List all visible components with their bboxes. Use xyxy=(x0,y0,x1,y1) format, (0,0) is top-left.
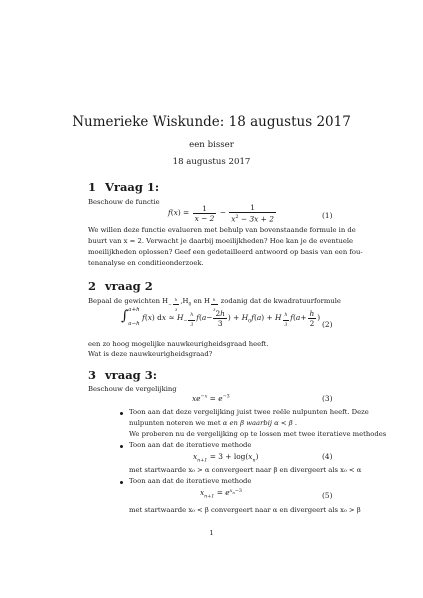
equation-3: $xe^{-x} = e^{-3}$ xyxy=(192,394,230,403)
section-1-line-1: We willen deze functie evalueren met behulp van bovenstaande formule in de xyxy=(88,226,356,234)
section-2-line-1: een zo hoog mogelijke nauwkeurigheidsgraad heeft. xyxy=(88,340,269,348)
paper-author: een bisser xyxy=(189,140,234,150)
page-number: 1 xyxy=(209,529,214,537)
section-2-intro: Bepaal de gewichten $H_{- \frac{h}{3}}$ $,H_0$ en H $_{\frac{h}{3}}$ zodanig dat de kwadratuurformule xyxy=(88,297,341,312)
bullet-3-tail: met startwaarde x₀ < β convergeert naar α en divergeert als x₀ > β xyxy=(129,506,361,514)
section-number: 3 xyxy=(88,368,97,382)
section-title: Vraag 1: xyxy=(105,180,160,194)
bullet-1-text: nulpunten noteren we met xyxy=(129,419,221,427)
equation-2: ∫ a+h a−h f(x) dx ≈ $H_{- \frac{h}{3}}$ f(a− $\frac{2h}{3}$ ) + $H_0f(a) + H$ $_{\frac{h}{3}}$ f(a+ $\frac{h}{2}$ ) xyxy=(121,307,321,329)
section-title: vraag 3: xyxy=(105,368,157,382)
section-number: 1 xyxy=(88,180,97,194)
bullet-1-line-3: We proberen nu de vergelijking op te lossen met twee iteratieve methodes xyxy=(129,430,387,438)
section-1-line-2: buurt van x = 2. Verwacht je daarbij moeilijkheden? Hoe kan je de eventuele xyxy=(88,237,354,245)
intro-part: zodanig dat de kwadratuurformule xyxy=(218,297,341,306)
section-2-line-2: Wat is deze nauwkeurigheidsgraad? xyxy=(88,350,213,358)
bullet-2-lead: Toon aan dat de iteratieve methode xyxy=(129,441,252,449)
section-1-line-3: moeilijkheden oplossen? Geef een gedetailleerd antwoord op basis van een fou- xyxy=(88,248,363,256)
section-3-heading xyxy=(88,368,157,382)
equation-5: $x_{n+1} = e^{x_n-3}$ xyxy=(200,488,242,500)
section-1-line-4: tenanalyse en conditieonderzoek. xyxy=(88,259,204,267)
bullet-marker xyxy=(120,481,123,484)
section-3-intro: Beschouw de vergelijking xyxy=(88,385,177,393)
intro-part: Bepaal de gewichten H xyxy=(88,297,169,306)
bullet-1-line-1: Toon aan dat deze vergelijking juist twee reële nulpunten heeft. Deze xyxy=(129,408,369,416)
equation-number: (3) xyxy=(322,394,333,403)
section-1-intro: Beschouw de functie xyxy=(88,198,160,206)
equation-4: $x_{n+1} = 3 + \log(x_n)$ xyxy=(193,452,259,464)
section-title: vraag 2 xyxy=(105,279,153,293)
bullet-3-lead: Toon aan dat de iteratieve methode xyxy=(129,477,252,485)
equation-1: f(x) = $\frac{1}{x - 2}$ − $\frac{1}{x^2 - 3x + 2}$ xyxy=(168,203,274,224)
intro-part: en H xyxy=(191,297,210,306)
section-number: 2 xyxy=(88,279,97,293)
bullet-2-tail: met startwaarde x₀ > α convergeert naar β en divergeert als x₀ < α xyxy=(129,466,362,474)
paper-title: Numerieke Wiskunde: 18 augustus 2017 xyxy=(72,114,351,130)
paper-date: 18 augustus 2017 xyxy=(172,157,251,167)
bullet-marker xyxy=(120,412,123,415)
section-2-heading xyxy=(88,279,153,293)
equation-number: (2) xyxy=(322,320,333,329)
equation-number: (1) xyxy=(322,211,333,220)
equation-number: (5) xyxy=(322,491,333,500)
section-1-heading xyxy=(88,180,159,194)
equation-number: (4) xyxy=(322,452,333,461)
bullet-1-line-2: nulpunten noteren we met α en β waarbij α < β . xyxy=(129,419,298,427)
intro-part: H xyxy=(182,297,189,306)
bullet-marker xyxy=(120,445,123,448)
